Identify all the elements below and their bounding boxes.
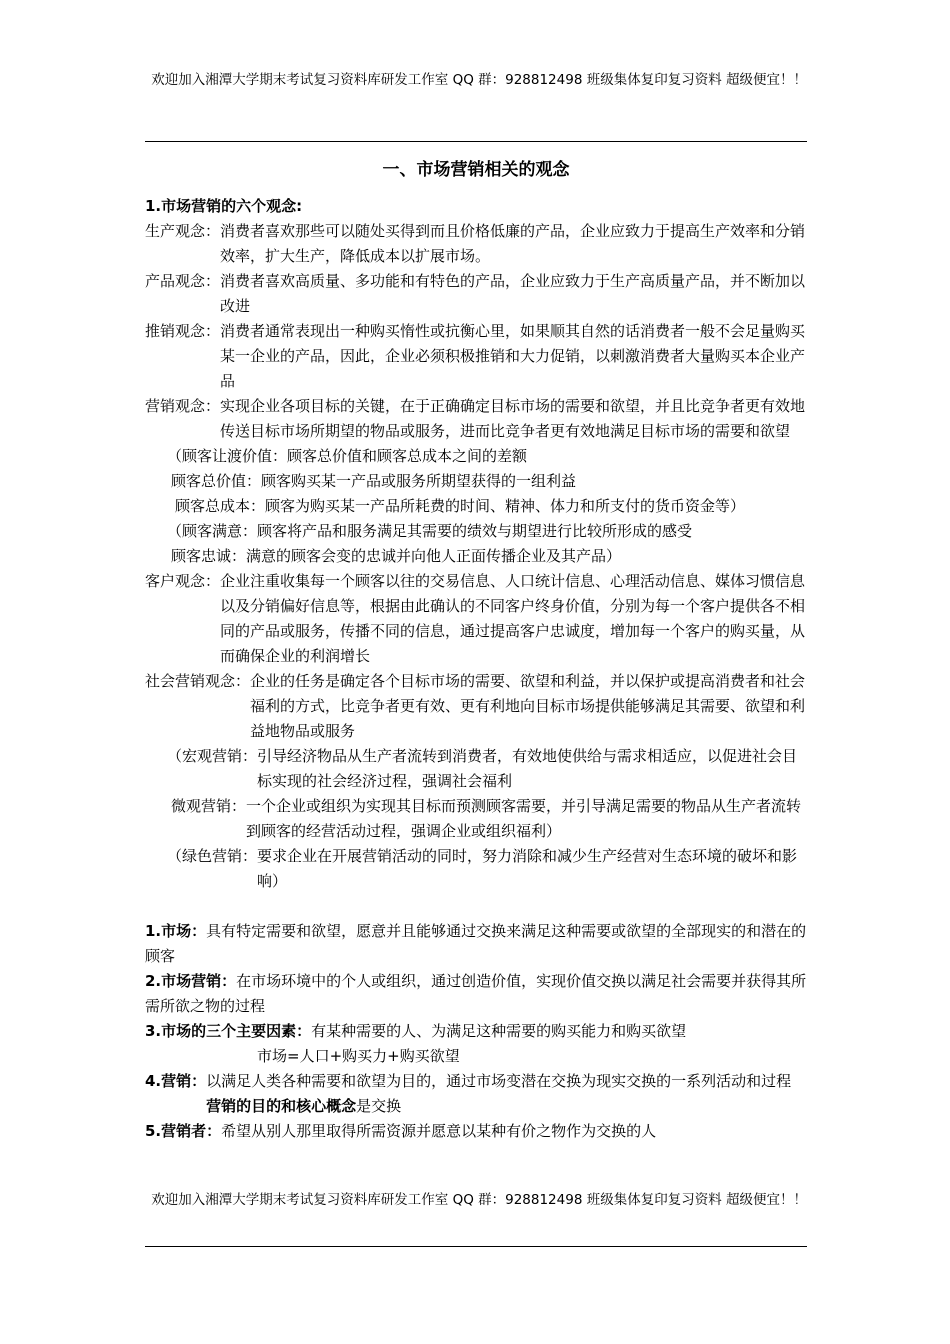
definition-selling: [145, 1069, 807, 1119]
definition-term: 3.市场的三个主要因素：: [145, 1022, 312, 1040]
page-header: 欢迎加入湘潭大学期末考试复习资料库研发工作室 QQ 群：928812498 班级集体复印复习资料 超级便宜！！: [151, 72, 807, 88]
section-heading: 1.市场营销的六个观念:: [145, 197, 303, 215]
concept-text: 实现企业各项目标的关键，在于正确确定目标市场的需要和欲望，并且比竞争者更有效地传送目标市场所期望的物品或服务，进而比竞争者更有效地满足目标市场的需要和欲望: [220, 397, 806, 440]
note-label: （宏观营销：: [167, 747, 258, 765]
definition-text: 在市场环境中的个人或组织，通过创造价值，实现价值交换以满足社会需要并获得其所需所欲之物的过程: [145, 972, 807, 1015]
footer-divider: [145, 1246, 807, 1247]
spacer: [145, 894, 807, 919]
concept-text: 消费者喜欢高质量、多功能和有特色的产品，企业应致力于生产高质量产品，并不断加以改进: [220, 272, 806, 315]
note-line: （顾客满意：顾客将产品和服务满足其需要的绩效与期望进行比较所形成的感受: [167, 522, 693, 540]
note-line: （顾客让渡价值：顾客总价值和顾客总成本之间的差额: [167, 447, 528, 465]
header-divider: [145, 141, 807, 142]
definition-term: 5.营销者：: [145, 1122, 222, 1140]
concept-label: 生产观念：: [145, 222, 221, 240]
note-text: 要求企业在开展营销活动的同时，努力消除和减少生产经营对生态环境的破坏和影响）: [257, 847, 798, 890]
concept-text: 企业注重收集每一个顾客以往的交易信息、人口统计信息、心理活动信息、媒体习惯信息以及分销偏好信息等，根据由此确认的不同客户终身价值，分别为每一个客户提供各不相同的产品或服务，传播不同的信息，通过提高客户忠诚度，增加每一个客户的购买量，从而确保企业的利润增长: [220, 572, 806, 665]
concept-product: [145, 269, 807, 319]
definition-term: 4.营销：: [145, 1072, 207, 1090]
concept-label: 产品观念：: [145, 272, 221, 290]
note-label: （绿色营销：: [167, 847, 258, 865]
page-footer: 欢迎加入湘潭大学期末考试复习资料库研发工作室 QQ 群：928812498 班级集体复印复习资料 超级便宜！！: [151, 1192, 807, 1208]
note-text: 引导经济物品从生产者流转到消费者，有效地使供给与需求相适应，以促进社会目标实现的社会经济过程，强调社会福利: [257, 747, 798, 790]
concept-label: 客户观念：: [145, 572, 221, 590]
concept-marketing: [145, 394, 807, 444]
definition-marketing: [145, 969, 807, 1019]
definition-text: 以满足人类各种需要和欲望为目的，通过市场变潜在交换为现实交换的一系列活动和过程: [206, 1072, 792, 1090]
definition-term: 2.市场营销：: [145, 972, 237, 990]
note-green: [145, 844, 807, 894]
concept-text: 消费者通常表现出一种购买惰性或抗衡心里，如果顺其自然的话消费者一般不会足量购买某一企业的产品，因此，企业必须积极推销和大力促销，以刺激消费者大量购买本企业产品: [220, 322, 806, 390]
note-text: 一个企业或组织为实现其目标而预测顾客需要，并引导满足需要的物品从生产者流转到顾客的经营活动过程，强调企业或组织福利）: [246, 797, 802, 840]
concept-label: 营销观念：: [145, 397, 221, 415]
definition-text: 希望从别人那里取得所需资源并愿意以某种有价之物作为交换的人: [221, 1122, 657, 1140]
definition-emphasis-tail: 是交换: [356, 1097, 402, 1115]
definition-market-factors: [145, 1019, 807, 1044]
definition-term: 1.市场：: [145, 922, 207, 940]
definition-text: 具有特定需要和欲望，愿意并且能够通过交换来满足这种需要或欲望的全部现实的和潜在的顾客: [145, 922, 807, 965]
concept-societal: [145, 669, 807, 744]
section-title: 一、市场营销相关的观念: [382, 160, 570, 180]
note-line: 顾客总价值：顾客购买某一产品或服务所期望获得的一组利益: [171, 472, 577, 490]
concept-selling: [145, 319, 807, 394]
definition-text: 有某种需要的人、为满足这种需要的购买能力和购买欲望: [311, 1022, 687, 1040]
definition-marketer: [145, 1119, 807, 1144]
concept-customer: [145, 569, 807, 669]
note-micro: [145, 794, 807, 844]
definition-market: [145, 919, 807, 969]
concept-text: 消费者喜欢那些可以随处买得到而且价格低廉的产品，企业应致力于提高生产效率和分销效率，扩大生产，降低成本以扩展市场。: [220, 222, 806, 265]
document-body: [145, 194, 807, 1144]
market-formula: 市场=人口+购买力+购买欲望: [257, 1047, 460, 1065]
note-macro: [145, 744, 807, 794]
definition-emphasis: 营销的目的和核心概念: [206, 1097, 357, 1115]
concept-text: 企业的任务是确定各个目标市场的需要、欲望和利益，并以保护或提高消费者和社会福利的方式，比竞争者更有效、更有利地向目标市场提供能够满足其需要、欲望和利益地物品或服务: [250, 672, 806, 740]
note-line: 顾客总成本：顾客为购买某一产品所耗费的时间、精神、体力和所支付的货币资金等）: [175, 497, 746, 515]
definition-body: [206, 1069, 807, 1119]
concept-production: [145, 219, 807, 269]
note-label: 微观营销：: [171, 797, 247, 815]
concept-label: 社会营销观念：: [145, 672, 251, 690]
note-line: 顾客忠诚：满意的顾客会变的忠诚并向他人正面传播企业及其产品）: [171, 547, 622, 565]
concept-label: 推销观念：: [145, 322, 221, 340]
